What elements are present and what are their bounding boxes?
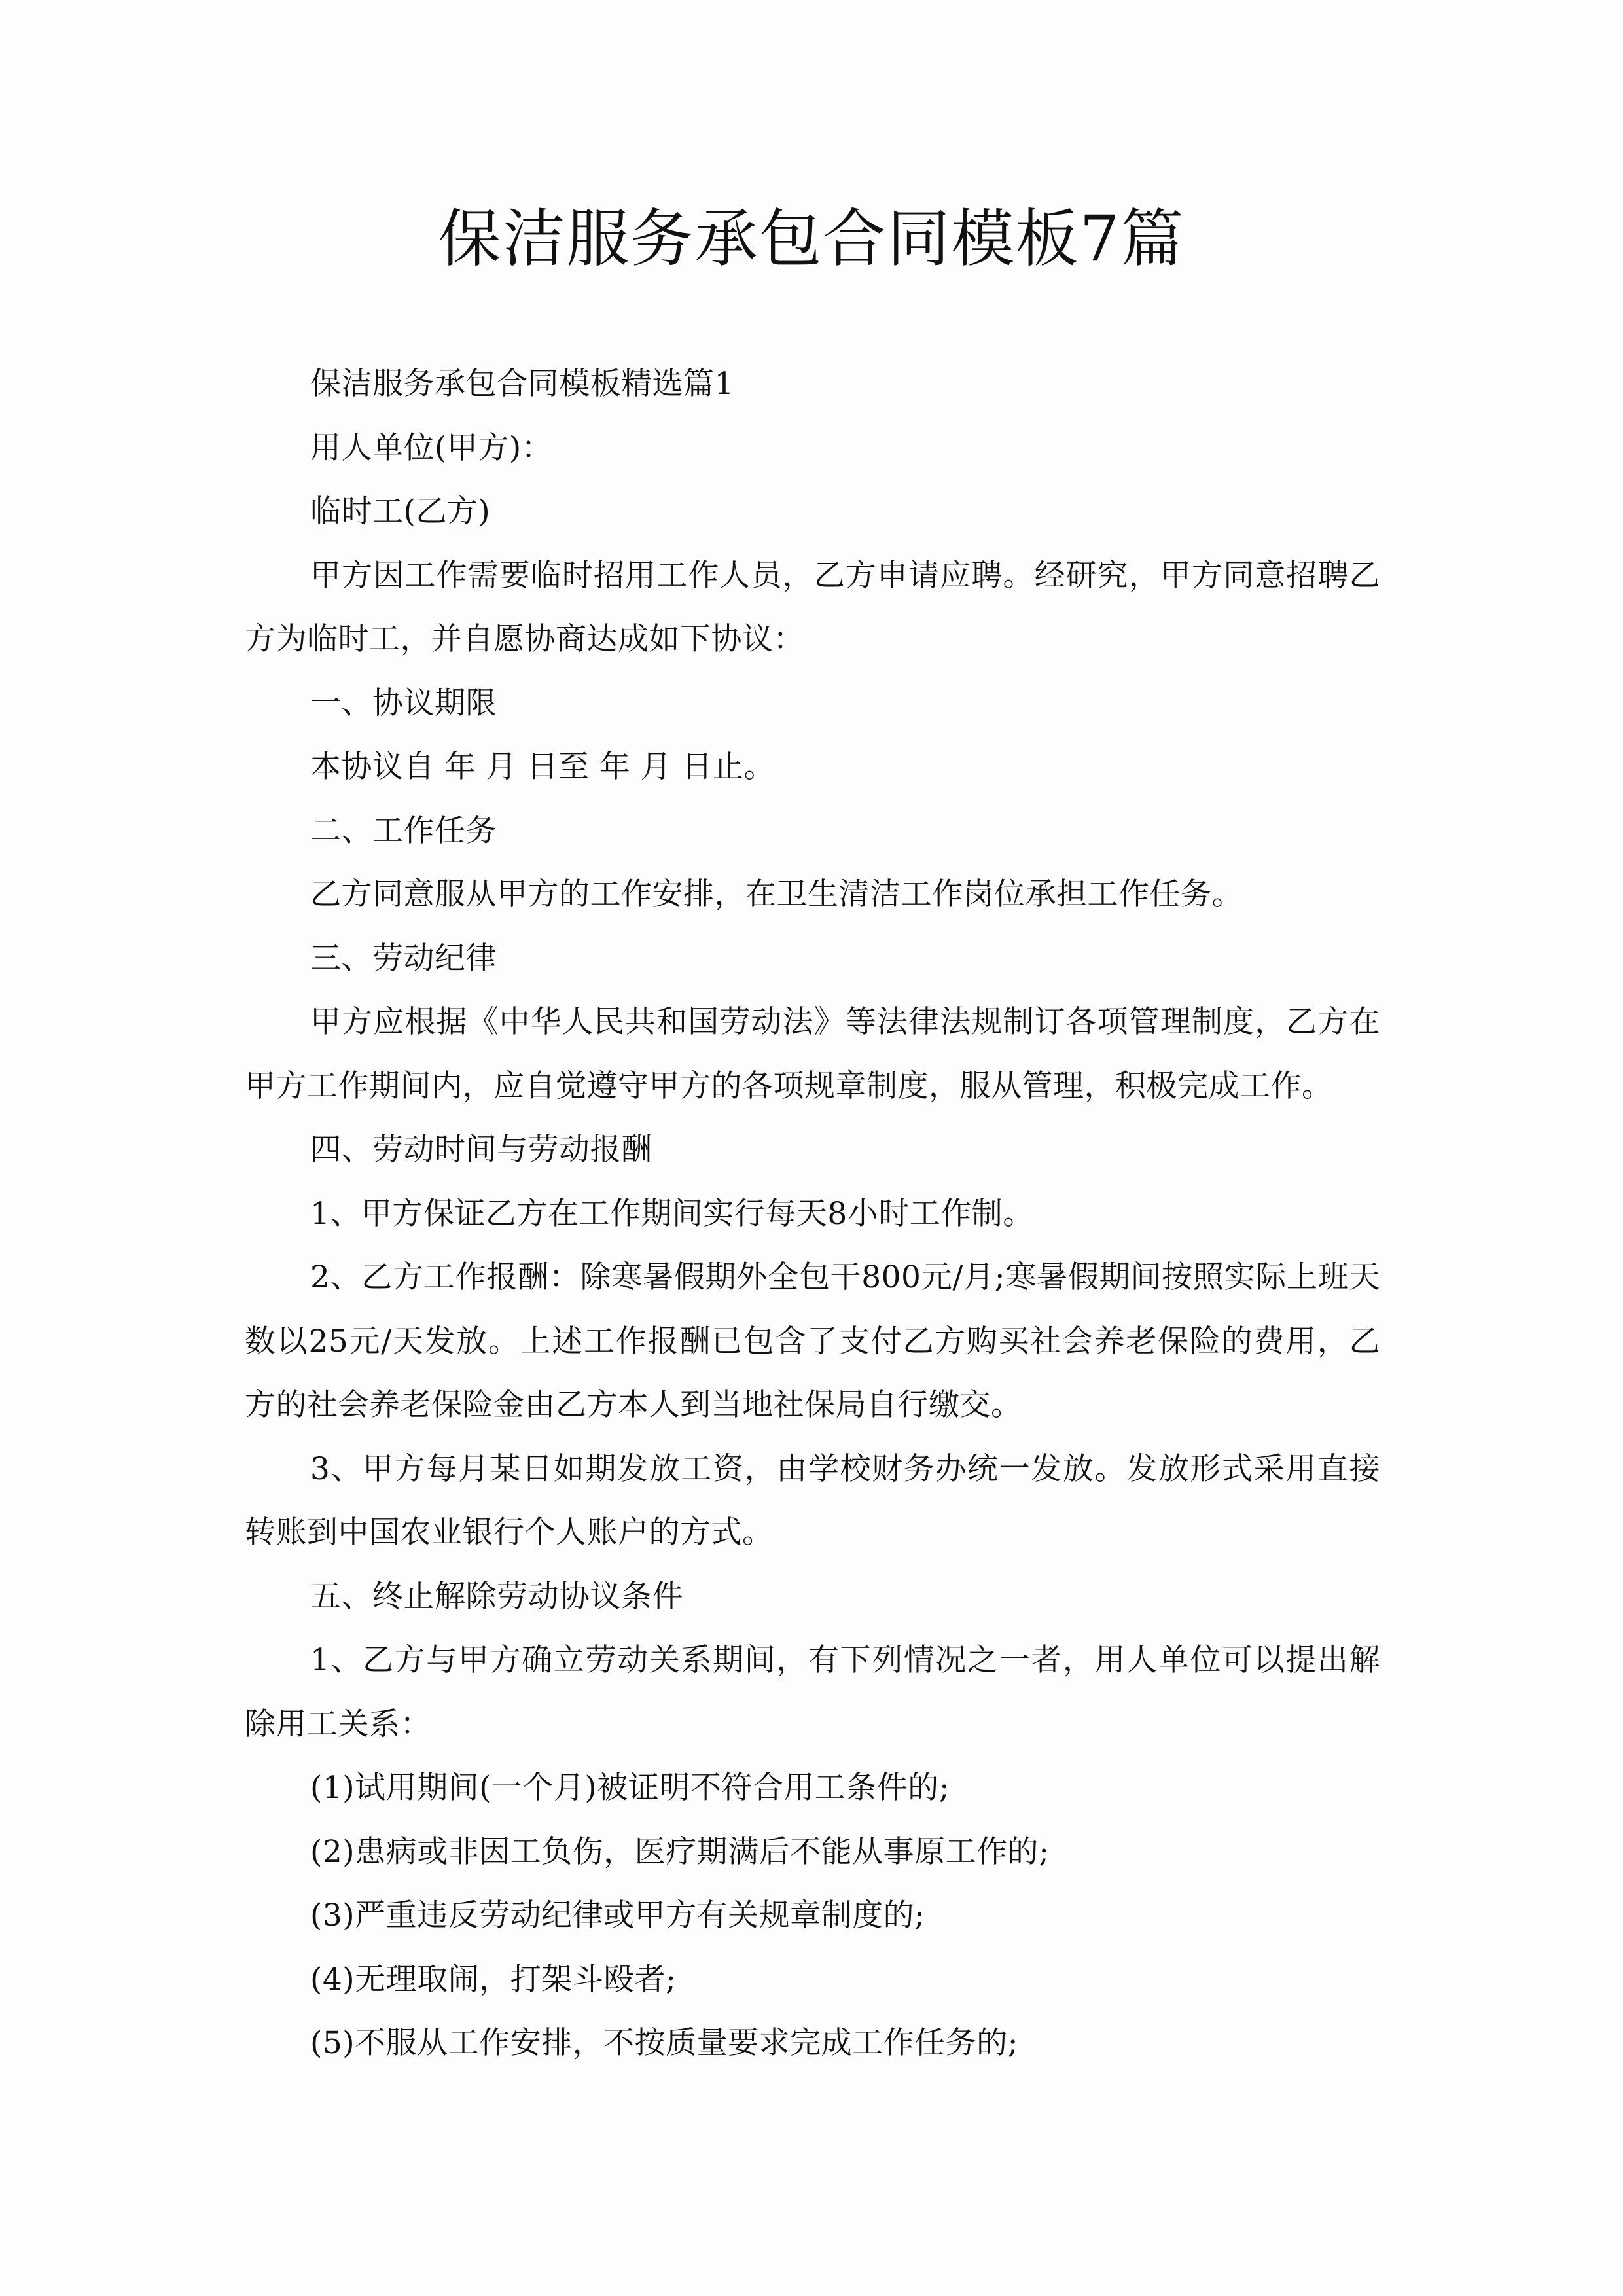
document-body [245, 352, 1380, 2075]
termination-condition-5: (5)不服从工作安排，不按质量要求完成工作任务的; [310, 2025, 1018, 2061]
clause-pay-item-2: 2、乙方工作报酬：除寒暑假期外全包干800元/月;寒暑假期间按照实际上班天数以25元/天发放。上述工作报酬已包含了支付乙方购买社会养老保险的费用，乙方的社会养老保险金由乙方本人到当地社保局自行缴交。 [245, 1259, 1380, 1423]
termination-condition-3: (3)严重违反劳动纪律或甲方有关规章制度的; [310, 1897, 925, 1933]
clause-termination-item-1: 1、乙方与甲方确立劳动关系期间，有下列情况之一者，用人单位可以提出解除用工关系： [245, 1642, 1380, 1742]
clause-hours-item-1: 1、甲方保证乙方在工作期间实行每天8小时工作制。 [310, 1195, 1034, 1232]
party-b-line: 临时工(乙方) [310, 493, 491, 529]
clause-discipline-text: 甲方应根据《中华人民共和国劳动法》等法律法规制订各项管理制度，乙方在甲方工作期间内，应自觉遵守甲方的各项规章制度，服从管理，积极完成工作。 [245, 1004, 1380, 1104]
termination-condition-1: (1)试用期间(一个月)被证明不符合用工条件的; [310, 1770, 950, 1806]
clause-heading-term: 一、协议期限 [310, 685, 497, 721]
clause-heading-duties: 二、工作任务 [310, 812, 497, 849]
clause-heading-termination: 五、终止解除劳动协议条件 [310, 1578, 683, 1615]
section-heading-part-1: 保洁服务承包合同模板精选篇1 [310, 366, 734, 402]
party-a-line: 用人单位(甲方)： [310, 429, 553, 466]
document-title: 保洁服务承包合同模板7篇 [438, 202, 1185, 276]
clause-heading-hours-pay: 四、劳动时间与劳动报酬 [310, 1132, 652, 1168]
clause-heading-discipline: 三、劳动纪律 [310, 940, 497, 977]
clause-pay-item-3: 3、甲方每月某日如期发放工资，由学校财务办统一发放。发放形式采用直接转账到中国农业银行个人账户的方式。 [245, 1450, 1380, 1551]
clause-duties-text: 乙方同意服从甲方的工作安排，在卫生清洁工作岗位承担工作任务。 [310, 876, 1243, 912]
clause-term-text: 本协议自 年 月 日至 年 月 日止。 [310, 749, 776, 785]
preamble-paragraph: 甲方因工作需要临时招用工作人员，乙方申请应聘。经研究，甲方同意招聘乙方为临时工，并自愿协商达成如下协议： [245, 557, 1380, 657]
termination-condition-4: (4)无理取闹，打架斗殴者; [310, 1961, 677, 1998]
termination-condition-2: (2)患病或非因工负伤，医疗期满后不能从事原工作的; [310, 1833, 1050, 1870]
